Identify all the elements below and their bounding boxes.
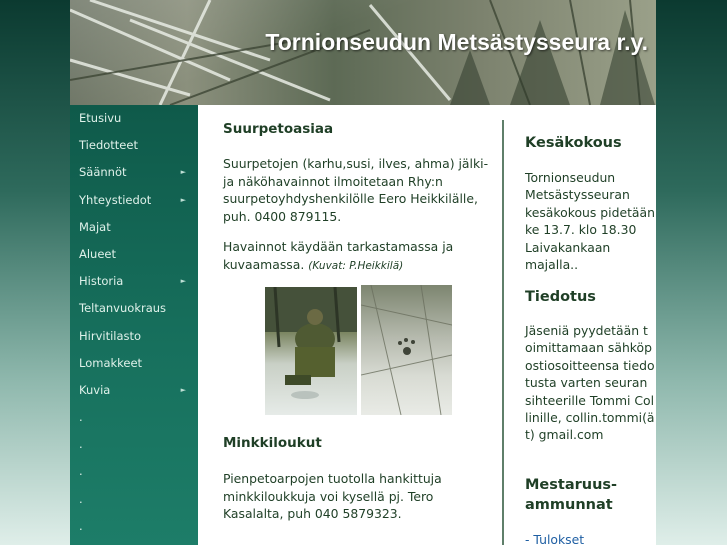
paw-print-graphic xyxy=(361,285,452,415)
column-divider xyxy=(502,120,504,545)
section-title-minkkiloukut: Minkkiloukut xyxy=(223,435,322,451)
sidebar-item-dot[interactable] xyxy=(70,404,198,431)
sidebar-item-label: Säännöt xyxy=(79,165,127,180)
main-content xyxy=(223,105,493,545)
sidebar-item-label: . xyxy=(79,518,83,533)
photo-hunter-tracks[interactable] xyxy=(265,287,357,415)
sidebar-item-dot[interactable] xyxy=(70,458,198,485)
sidebar-item-label: Teltanvuokraus xyxy=(79,301,167,316)
sidebar-item-historia[interactable] xyxy=(70,268,198,295)
kesakokous-text: Tornionseudun Metsästysseuran kesäkokous pidetään ke 13.7. klo 18.30 Laivakankaan majalla.. xyxy=(525,170,655,273)
sidebar-item-label: Hirvitilasto xyxy=(79,328,142,343)
sidebar-item-label: Alueet xyxy=(79,246,117,261)
sidebar-item-label: Majat xyxy=(79,219,111,234)
photo-credit: (Kuvat: P.Heikkilä) xyxy=(308,259,404,272)
sidebar-item-label: Yhteystiedot xyxy=(79,192,152,207)
sidebar-item-label: . xyxy=(79,464,83,479)
section-title-suurpetoasiaa: Suurpetoasiaa xyxy=(223,121,334,137)
sidebar-item-teltanvuokraus[interactable] xyxy=(70,295,198,322)
site-title: Tornionseudun Metsästysseura r.y. xyxy=(265,29,648,55)
sidebar-item-label: . xyxy=(79,491,83,506)
sidebar-item-label: Lomakkeet xyxy=(79,355,143,370)
sidebar-item-hirvitilasto[interactable] xyxy=(70,323,198,350)
sidebar-item-label: . xyxy=(79,437,83,452)
sidebar-item-tiedotteet[interactable] xyxy=(70,132,198,159)
page-container xyxy=(70,0,656,545)
submenu-arrow-icon: ► xyxy=(180,277,186,286)
hunter-photo-graphic xyxy=(265,287,357,415)
submenu-arrow-icon: ► xyxy=(180,195,186,204)
sidebar-item-label: Historia xyxy=(79,274,124,289)
header-banner xyxy=(70,0,656,105)
havainnot-paragraph xyxy=(223,238,491,275)
sidebar-item-dot[interactable] xyxy=(70,431,198,458)
photo-gallery xyxy=(265,285,455,417)
right-column xyxy=(525,105,655,545)
minkki-paragraph: Pienpetoarpojen tuotolla hankittuja minkkiloukkuja voi kysellä pj. Tero Kasalalta, puh 040 5879323. xyxy=(223,471,442,522)
sidebar-item-saannot[interactable] xyxy=(70,159,198,186)
submenu-arrow-icon: ► xyxy=(180,385,186,394)
sidebar-item-kuvia[interactable] xyxy=(70,377,198,404)
suurpeto-paragraph: Suurpetojen (karhu,susi, ilves, ahma) jälki- ja näköhavainnot ilmoitetaan Rhy:n suurpetoyhdyshenkilölle Eero Heikkilälle, puh. 0400 879115. xyxy=(223,156,489,224)
havainnot-text: Havainnot käydään tarkastamassa ja kuvaamassa. xyxy=(223,239,454,272)
sidebar-item-dot[interactable] xyxy=(70,513,198,540)
sidebar-item-label: Tiedotteet xyxy=(79,138,138,153)
sidebar-item-label: . xyxy=(79,410,83,425)
kesakokous-title: Kesäkokous xyxy=(525,135,622,151)
sidebar-item-label: Kuvia xyxy=(79,382,111,397)
sidebar-nav xyxy=(70,105,198,545)
sidebar-item-dot[interactable] xyxy=(70,486,198,513)
sidebar-item-label: Etusivu xyxy=(79,111,122,125)
sidebar-item-lomakkeet[interactable] xyxy=(70,350,198,377)
tiedotus-text: Jäseniä pyydetään toimittamaan sähköpostiosoitteensa tiedotusta varten seuran sihteerille Tommi Collinille, collin.tommi(ät) gmail.com xyxy=(525,323,655,443)
submenu-arrow-icon: ► xyxy=(180,168,186,177)
sidebar-item-majat[interactable] xyxy=(70,214,198,241)
tulokset-link[interactable]: - Tulokset xyxy=(525,532,585,545)
sidebar-item-alueet[interactable] xyxy=(70,241,198,268)
photo-paw-print[interactable] xyxy=(361,285,452,415)
sidebar-item-yhteystiedot[interactable] xyxy=(70,187,198,214)
mestaruus-title: Mestaruus-ammunnat xyxy=(525,477,618,513)
sidebar-item-etusivu[interactable] xyxy=(70,105,198,132)
tiedotus-title: Tiedotus xyxy=(525,289,596,305)
